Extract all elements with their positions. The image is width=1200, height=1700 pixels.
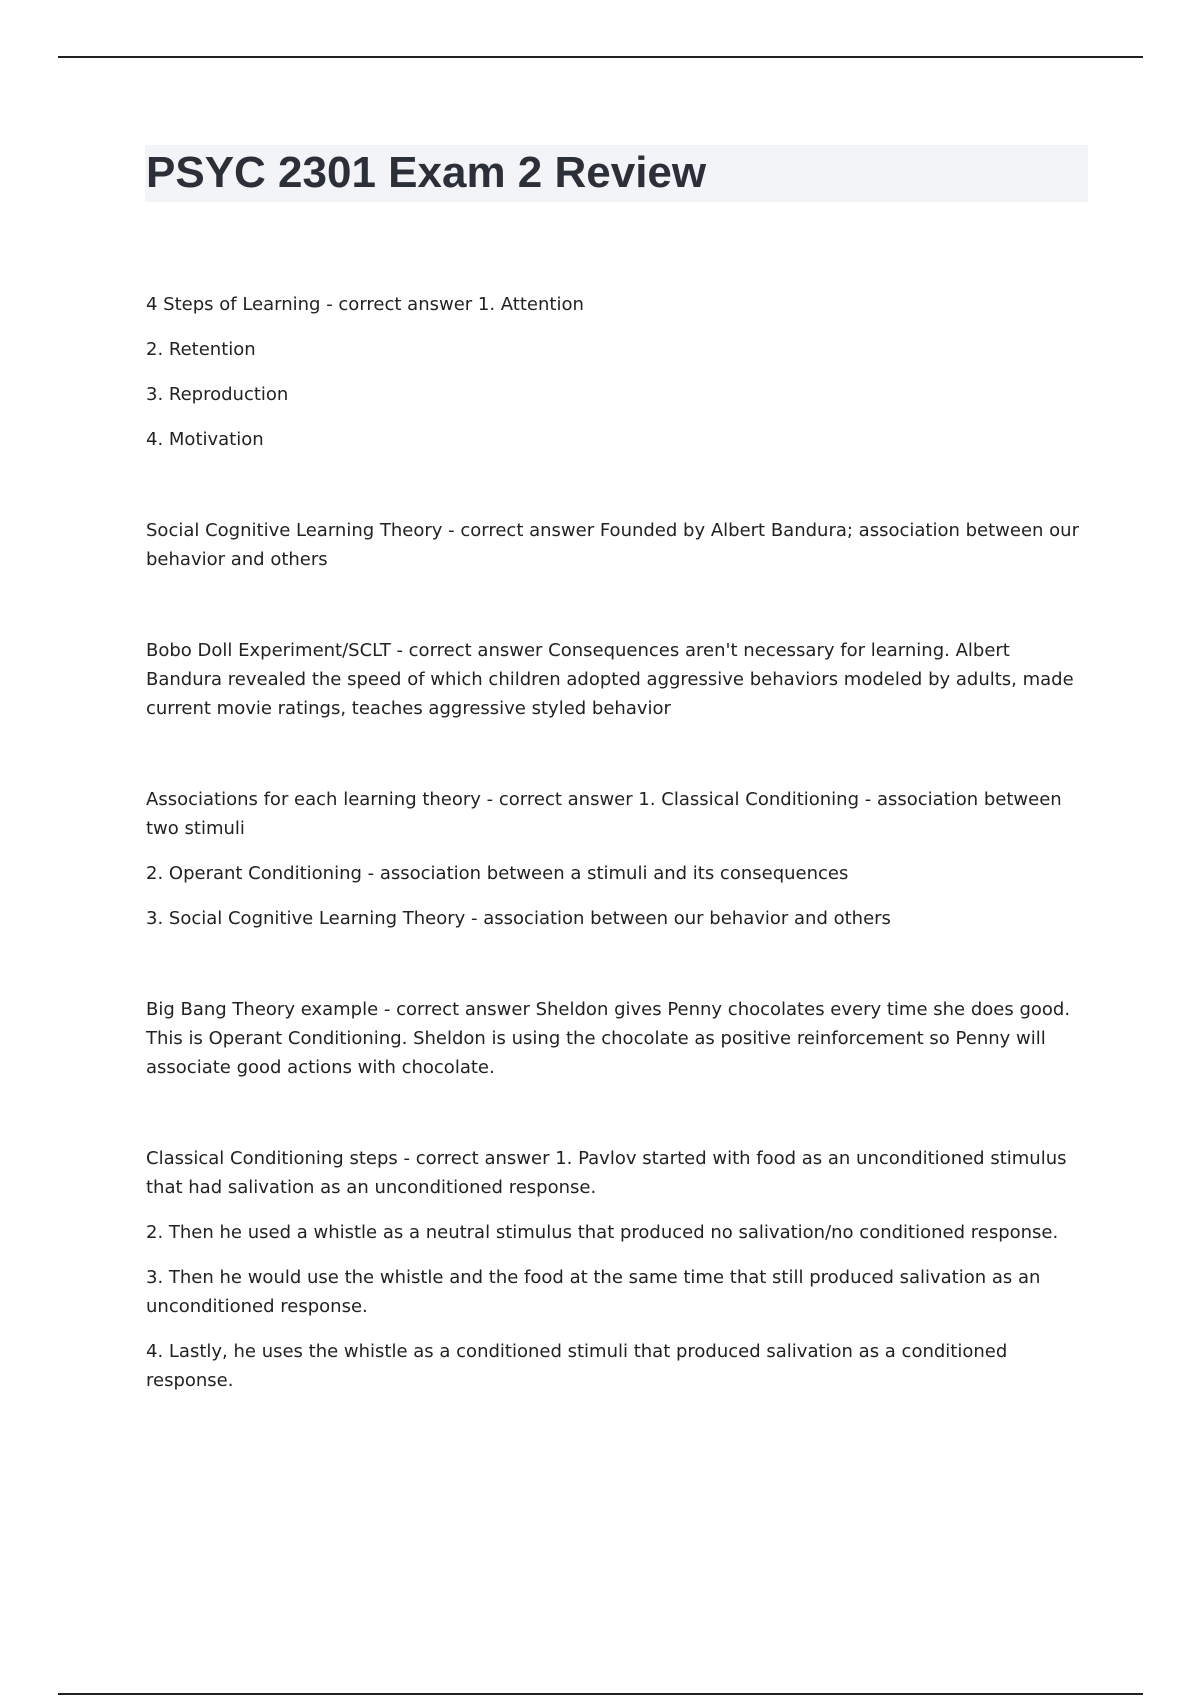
- qa-line: Bobo Doll Experiment/SCLT - correct answer Consequences aren't necessary for learning. Albert Bandura revealed the speed of which children adopted aggressive behaviors modeled by adults, made current movie ratings, teaches aggressive styled behavior: [146, 640, 1074, 719]
- top-rule: [58, 56, 1143, 58]
- qa-block-classical-conditioning-steps: [146, 1144, 1091, 1395]
- qa-line: 3. Social Cognitive Learning Theory - association between our behavior and others: [146, 908, 891, 929]
- document-body: [146, 290, 1091, 1457]
- qa-line: 4. Motivation: [146, 429, 264, 450]
- bottom-rule: [58, 1693, 1143, 1695]
- qa-line: 3. Reproduction: [146, 384, 289, 405]
- qa-line: Classical Conditioning steps - correct answer 1. Pavlov started with food as an unconditioned stimulus that had salivation as an unconditioned response.: [146, 1148, 1067, 1198]
- page-title: PSYC 2301 Exam 2 Review: [146, 148, 707, 197]
- qa-line: 3. Then he would use the whistle and the food at the same time that still produced salivation as an unconditioned response.: [146, 1267, 1041, 1317]
- qa-line: 2. Retention: [146, 339, 256, 360]
- qa-line: Big Bang Theory example - correct answer Sheldon gives Penny chocolates every time she does good. This is Operant Conditioning. Sheldon is using the chocolate as positive reinforcement so Penny will associate good actions with chocolate.: [146, 999, 1071, 1078]
- qa-line: 2. Then he used a whistle as a neutral stimulus that produced no salivation/no conditioned response.: [146, 1222, 1059, 1243]
- qa-block-steps-of-learning: [146, 290, 1091, 454]
- qa-line: Associations for each learning theory - correct answer 1. Classical Conditioning - association between two stimuli: [146, 789, 1062, 839]
- qa-block-big-bang-theory: [146, 995, 1091, 1082]
- qa-block-social-cognitive-learning-theory: [146, 516, 1091, 574]
- qa-line: Social Cognitive Learning Theory - correct answer Founded by Albert Bandura; association between our behavior and others: [146, 520, 1079, 570]
- qa-line: 4 Steps of Learning - correct answer 1. Attention: [146, 294, 584, 315]
- qa-block-associations: [146, 785, 1091, 933]
- qa-line: 2. Operant Conditioning - association between a stimuli and its consequences: [146, 863, 849, 884]
- qa-block-bobo-doll-experiment: [146, 636, 1091, 723]
- qa-line: 4. Lastly, he uses the whistle as a conditioned stimuli that produced salivation as a conditioned response.: [146, 1341, 1008, 1391]
